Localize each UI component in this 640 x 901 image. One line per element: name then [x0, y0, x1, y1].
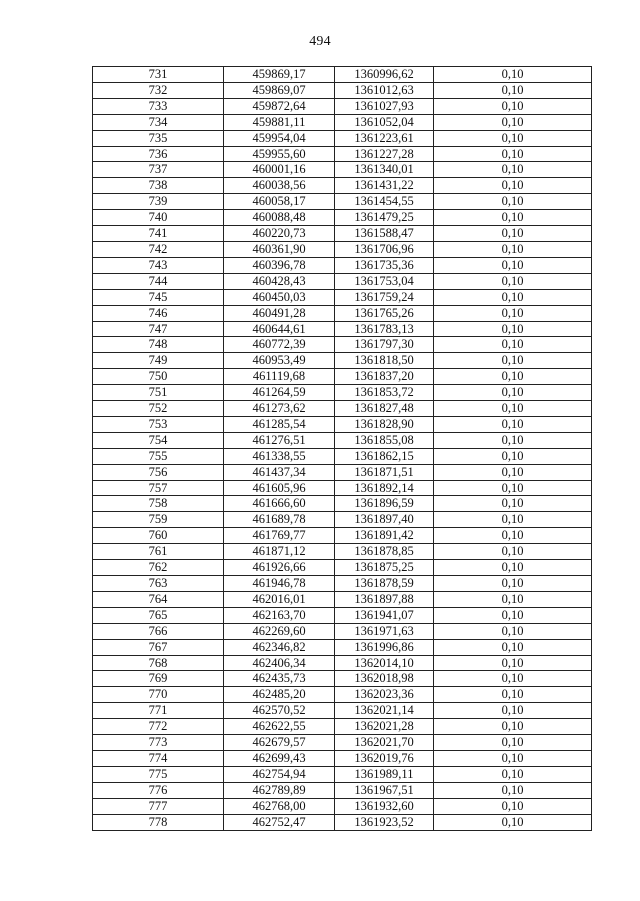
- table-row: [93, 305, 592, 321]
- table-row: [93, 544, 592, 560]
- accuracy-cell: 0,10: [434, 766, 592, 782]
- point-number-cell: 735: [93, 130, 224, 146]
- table-row: [93, 655, 592, 671]
- y-coordinate-cell: 1361827,48: [335, 401, 434, 417]
- y-coordinate-cell: 1361896,59: [335, 496, 434, 512]
- accuracy-cell: 0,10: [434, 416, 592, 432]
- table-row: [93, 512, 592, 528]
- y-coordinate-cell: 1361923,52: [335, 814, 434, 830]
- x-coordinate-cell: 462679,57: [224, 735, 335, 751]
- table-row: [93, 448, 592, 464]
- point-number-cell: 731: [93, 67, 224, 83]
- x-coordinate-cell: 461264,59: [224, 385, 335, 401]
- table-row: [93, 432, 592, 448]
- y-coordinate-cell: 1361828,90: [335, 416, 434, 432]
- point-number-cell: 761: [93, 544, 224, 560]
- table-row: [93, 146, 592, 162]
- table-row: [93, 241, 592, 257]
- x-coordinate-cell: 460361,90: [224, 241, 335, 257]
- x-coordinate-cell: 461338,55: [224, 448, 335, 464]
- y-coordinate-cell: 1361932,60: [335, 798, 434, 814]
- point-number-cell: 756: [93, 464, 224, 480]
- y-coordinate-cell: 1361967,51: [335, 782, 434, 798]
- coordinates-table-body: [93, 67, 592, 831]
- accuracy-cell: 0,10: [434, 98, 592, 114]
- table-row: [93, 623, 592, 639]
- table-row: [93, 687, 592, 703]
- x-coordinate-cell: 461689,78: [224, 512, 335, 528]
- table-row: [93, 735, 592, 751]
- y-coordinate-cell: 1362021,28: [335, 719, 434, 735]
- accuracy-cell: 0,10: [434, 623, 592, 639]
- x-coordinate-cell: 462789,89: [224, 782, 335, 798]
- y-coordinate-cell: 1361797,30: [335, 337, 434, 353]
- point-number-cell: 773: [93, 735, 224, 751]
- y-coordinate-cell: 1361855,08: [335, 432, 434, 448]
- table-row: [93, 226, 592, 242]
- table-row: [93, 82, 592, 98]
- point-number-cell: 746: [93, 305, 224, 321]
- x-coordinate-cell: 461926,66: [224, 560, 335, 576]
- point-number-cell: 757: [93, 480, 224, 496]
- accuracy-cell: 0,10: [434, 735, 592, 751]
- table-row: [93, 130, 592, 146]
- table-row: [93, 576, 592, 592]
- x-coordinate-cell: 460396,78: [224, 257, 335, 273]
- y-coordinate-cell: 1361765,26: [335, 305, 434, 321]
- x-coordinate-cell: 462163,70: [224, 607, 335, 623]
- table-row: [93, 814, 592, 830]
- x-coordinate-cell: 461273,62: [224, 401, 335, 417]
- accuracy-cell: 0,10: [434, 321, 592, 337]
- point-number-cell: 736: [93, 146, 224, 162]
- accuracy-cell: 0,10: [434, 210, 592, 226]
- y-coordinate-cell: 1361431,22: [335, 178, 434, 194]
- y-coordinate-cell: 1362019,76: [335, 750, 434, 766]
- point-number-cell: 748: [93, 337, 224, 353]
- y-coordinate-cell: 1361340,01: [335, 162, 434, 178]
- accuracy-cell: 0,10: [434, 464, 592, 480]
- point-number-cell: 739: [93, 194, 224, 210]
- x-coordinate-cell: 461666,60: [224, 496, 335, 512]
- x-coordinate-cell: 459872,64: [224, 98, 335, 114]
- table-row: [93, 273, 592, 289]
- x-coordinate-cell: 460220,73: [224, 226, 335, 242]
- table-row: [93, 560, 592, 576]
- accuracy-cell: 0,10: [434, 146, 592, 162]
- coordinates-table: [92, 66, 592, 831]
- x-coordinate-cell: 461871,12: [224, 544, 335, 560]
- point-number-cell: 753: [93, 416, 224, 432]
- point-number-cell: 737: [93, 162, 224, 178]
- accuracy-cell: 0,10: [434, 782, 592, 798]
- table-row: [93, 401, 592, 417]
- x-coordinate-cell: 460491,28: [224, 305, 335, 321]
- point-number-cell: 770: [93, 687, 224, 703]
- table-row: [93, 528, 592, 544]
- y-coordinate-cell: 1362014,10: [335, 655, 434, 671]
- y-coordinate-cell: 1361875,25: [335, 560, 434, 576]
- x-coordinate-cell: 462699,43: [224, 750, 335, 766]
- accuracy-cell: 0,10: [434, 448, 592, 464]
- x-coordinate-cell: 462768,00: [224, 798, 335, 814]
- point-number-cell: 750: [93, 369, 224, 385]
- point-number-cell: 754: [93, 432, 224, 448]
- x-coordinate-cell: 462269,60: [224, 623, 335, 639]
- accuracy-cell: 0,10: [434, 114, 592, 130]
- point-number-cell: 749: [93, 353, 224, 369]
- point-number-cell: 768: [93, 655, 224, 671]
- y-coordinate-cell: 1361837,20: [335, 369, 434, 385]
- x-coordinate-cell: 461769,77: [224, 528, 335, 544]
- table-row: [93, 162, 592, 178]
- y-coordinate-cell: 1361941,07: [335, 607, 434, 623]
- x-coordinate-cell: 460428,43: [224, 273, 335, 289]
- x-coordinate-cell: 459869,07: [224, 82, 335, 98]
- accuracy-cell: 0,10: [434, 798, 592, 814]
- x-coordinate-cell: 460772,39: [224, 337, 335, 353]
- x-coordinate-cell: 461946,78: [224, 576, 335, 592]
- table-row: [93, 98, 592, 114]
- accuracy-cell: 0,10: [434, 432, 592, 448]
- point-number-cell: 752: [93, 401, 224, 417]
- accuracy-cell: 0,10: [434, 512, 592, 528]
- x-coordinate-cell: 462346,82: [224, 639, 335, 655]
- y-coordinate-cell: 1361878,59: [335, 576, 434, 592]
- accuracy-cell: 0,10: [434, 496, 592, 512]
- x-coordinate-cell: 460038,56: [224, 178, 335, 194]
- point-number-cell: 777: [93, 798, 224, 814]
- x-coordinate-cell: 459954,04: [224, 130, 335, 146]
- x-coordinate-cell: 460953,49: [224, 353, 335, 369]
- point-number-cell: 763: [93, 576, 224, 592]
- x-coordinate-cell: 459881,11: [224, 114, 335, 130]
- point-number-cell: 776: [93, 782, 224, 798]
- table-row: [93, 464, 592, 480]
- table-row: [93, 321, 592, 337]
- accuracy-cell: 0,10: [434, 591, 592, 607]
- table-row: [93, 719, 592, 735]
- accuracy-cell: 0,10: [434, 369, 592, 385]
- y-coordinate-cell: 1362021,14: [335, 703, 434, 719]
- point-number-cell: 778: [93, 814, 224, 830]
- x-coordinate-cell: 462622,55: [224, 719, 335, 735]
- x-coordinate-cell: 461437,34: [224, 464, 335, 480]
- point-number-cell: 764: [93, 591, 224, 607]
- accuracy-cell: 0,10: [434, 257, 592, 273]
- table-row: [93, 337, 592, 353]
- x-coordinate-cell: 462754,94: [224, 766, 335, 782]
- table-row: [93, 591, 592, 607]
- y-coordinate-cell: 1361706,96: [335, 241, 434, 257]
- table-row: [93, 257, 592, 273]
- x-coordinate-cell: 461605,96: [224, 480, 335, 496]
- accuracy-cell: 0,10: [434, 226, 592, 242]
- point-number-cell: 741: [93, 226, 224, 242]
- x-coordinate-cell: 462485,20: [224, 687, 335, 703]
- accuracy-cell: 0,10: [434, 241, 592, 257]
- table-row: [93, 178, 592, 194]
- accuracy-cell: 0,10: [434, 337, 592, 353]
- y-coordinate-cell: 1361891,42: [335, 528, 434, 544]
- y-coordinate-cell: 1361971,63: [335, 623, 434, 639]
- point-number-cell: 759: [93, 512, 224, 528]
- y-coordinate-cell: 1361759,24: [335, 289, 434, 305]
- accuracy-cell: 0,10: [434, 178, 592, 194]
- table-row: [93, 289, 592, 305]
- y-coordinate-cell: 1361027,93: [335, 98, 434, 114]
- accuracy-cell: 0,10: [434, 401, 592, 417]
- point-number-cell: 760: [93, 528, 224, 544]
- table-row: [93, 782, 592, 798]
- table-row: [93, 210, 592, 226]
- accuracy-cell: 0,10: [434, 687, 592, 703]
- y-coordinate-cell: 1361012,63: [335, 82, 434, 98]
- point-number-cell: 762: [93, 560, 224, 576]
- x-coordinate-cell: 461276,51: [224, 432, 335, 448]
- point-number-cell: 732: [93, 82, 224, 98]
- x-coordinate-cell: 462570,52: [224, 703, 335, 719]
- point-number-cell: 747: [93, 321, 224, 337]
- x-coordinate-cell: 460001,16: [224, 162, 335, 178]
- accuracy-cell: 0,10: [434, 385, 592, 401]
- table-row: [93, 671, 592, 687]
- accuracy-cell: 0,10: [434, 528, 592, 544]
- x-coordinate-cell: 460088,48: [224, 210, 335, 226]
- accuracy-cell: 0,10: [434, 305, 592, 321]
- table-row: [93, 750, 592, 766]
- page-number: 494: [309, 34, 331, 49]
- point-number-cell: 765: [93, 607, 224, 623]
- y-coordinate-cell: 1361871,51: [335, 464, 434, 480]
- table-row: [93, 639, 592, 655]
- y-coordinate-cell: 1361878,85: [335, 544, 434, 560]
- point-number-cell: 758: [93, 496, 224, 512]
- y-coordinate-cell: 1362021,70: [335, 735, 434, 751]
- point-number-cell: 767: [93, 639, 224, 655]
- accuracy-cell: 0,10: [434, 814, 592, 830]
- x-coordinate-cell: 462406,34: [224, 655, 335, 671]
- point-number-cell: 743: [93, 257, 224, 273]
- y-coordinate-cell: 1361897,88: [335, 591, 434, 607]
- y-coordinate-cell: 1361892,14: [335, 480, 434, 496]
- table-row: [93, 416, 592, 432]
- y-coordinate-cell: 1361989,11: [335, 766, 434, 782]
- y-coordinate-cell: 1361479,25: [335, 210, 434, 226]
- accuracy-cell: 0,10: [434, 130, 592, 146]
- point-number-cell: 742: [93, 241, 224, 257]
- y-coordinate-cell: 1361753,04: [335, 273, 434, 289]
- table-row: [93, 369, 592, 385]
- accuracy-cell: 0,10: [434, 82, 592, 98]
- accuracy-cell: 0,10: [434, 719, 592, 735]
- table-row: [93, 480, 592, 496]
- point-number-cell: 733: [93, 98, 224, 114]
- table-row: [93, 703, 592, 719]
- accuracy-cell: 0,10: [434, 67, 592, 83]
- x-coordinate-cell: 461119,68: [224, 369, 335, 385]
- accuracy-cell: 0,10: [434, 194, 592, 210]
- accuracy-cell: 0,10: [434, 480, 592, 496]
- point-number-cell: 766: [93, 623, 224, 639]
- table-row: [93, 114, 592, 130]
- accuracy-cell: 0,10: [434, 353, 592, 369]
- point-number-cell: 774: [93, 750, 224, 766]
- accuracy-cell: 0,10: [434, 273, 592, 289]
- table-row: [93, 798, 592, 814]
- x-coordinate-cell: 460450,03: [224, 289, 335, 305]
- point-number-cell: 738: [93, 178, 224, 194]
- point-number-cell: 769: [93, 671, 224, 687]
- accuracy-cell: 0,10: [434, 289, 592, 305]
- y-coordinate-cell: 1362023,36: [335, 687, 434, 703]
- table-row: [93, 607, 592, 623]
- point-number-cell: 772: [93, 719, 224, 735]
- y-coordinate-cell: 1361052,04: [335, 114, 434, 130]
- y-coordinate-cell: 1361818,50: [335, 353, 434, 369]
- point-number-cell: 771: [93, 703, 224, 719]
- accuracy-cell: 0,10: [434, 655, 592, 671]
- accuracy-cell: 0,10: [434, 576, 592, 592]
- table-row: [93, 766, 592, 782]
- accuracy-cell: 0,10: [434, 639, 592, 655]
- table-row: [93, 194, 592, 210]
- point-number-cell: 775: [93, 766, 224, 782]
- accuracy-cell: 0,10: [434, 162, 592, 178]
- table-row: [93, 67, 592, 83]
- y-coordinate-cell: 1361223,61: [335, 130, 434, 146]
- x-coordinate-cell: 460058,17: [224, 194, 335, 210]
- x-coordinate-cell: 459955,60: [224, 146, 335, 162]
- y-coordinate-cell: 1361588,47: [335, 226, 434, 242]
- y-coordinate-cell: 1361862,15: [335, 448, 434, 464]
- table-row: [93, 353, 592, 369]
- y-coordinate-cell: 1361897,40: [335, 512, 434, 528]
- x-coordinate-cell: 462435,73: [224, 671, 335, 687]
- accuracy-cell: 0,10: [434, 671, 592, 687]
- point-number-cell: 744: [93, 273, 224, 289]
- x-coordinate-cell: 460644,61: [224, 321, 335, 337]
- y-coordinate-cell: 1361996,86: [335, 639, 434, 655]
- accuracy-cell: 0,10: [434, 703, 592, 719]
- accuracy-cell: 0,10: [434, 750, 592, 766]
- table-row: [93, 385, 592, 401]
- accuracy-cell: 0,10: [434, 560, 592, 576]
- accuracy-cell: 0,10: [434, 544, 592, 560]
- x-coordinate-cell: 459869,17: [224, 67, 335, 83]
- point-number-cell: 740: [93, 210, 224, 226]
- table-row: [93, 496, 592, 512]
- y-coordinate-cell: 1360996,62: [335, 67, 434, 83]
- point-number-cell: 755: [93, 448, 224, 464]
- accuracy-cell: 0,10: [434, 607, 592, 623]
- y-coordinate-cell: 1361735,36: [335, 257, 434, 273]
- point-number-cell: 751: [93, 385, 224, 401]
- x-coordinate-cell: 462752,47: [224, 814, 335, 830]
- y-coordinate-cell: 1361783,13: [335, 321, 434, 337]
- y-coordinate-cell: 1362018,98: [335, 671, 434, 687]
- y-coordinate-cell: 1361227,28: [335, 146, 434, 162]
- y-coordinate-cell: 1361853,72: [335, 385, 434, 401]
- y-coordinate-cell: 1361454,55: [335, 194, 434, 210]
- point-number-cell: 745: [93, 289, 224, 305]
- x-coordinate-cell: 462016,01: [224, 591, 335, 607]
- point-number-cell: 734: [93, 114, 224, 130]
- x-coordinate-cell: 461285,54: [224, 416, 335, 432]
